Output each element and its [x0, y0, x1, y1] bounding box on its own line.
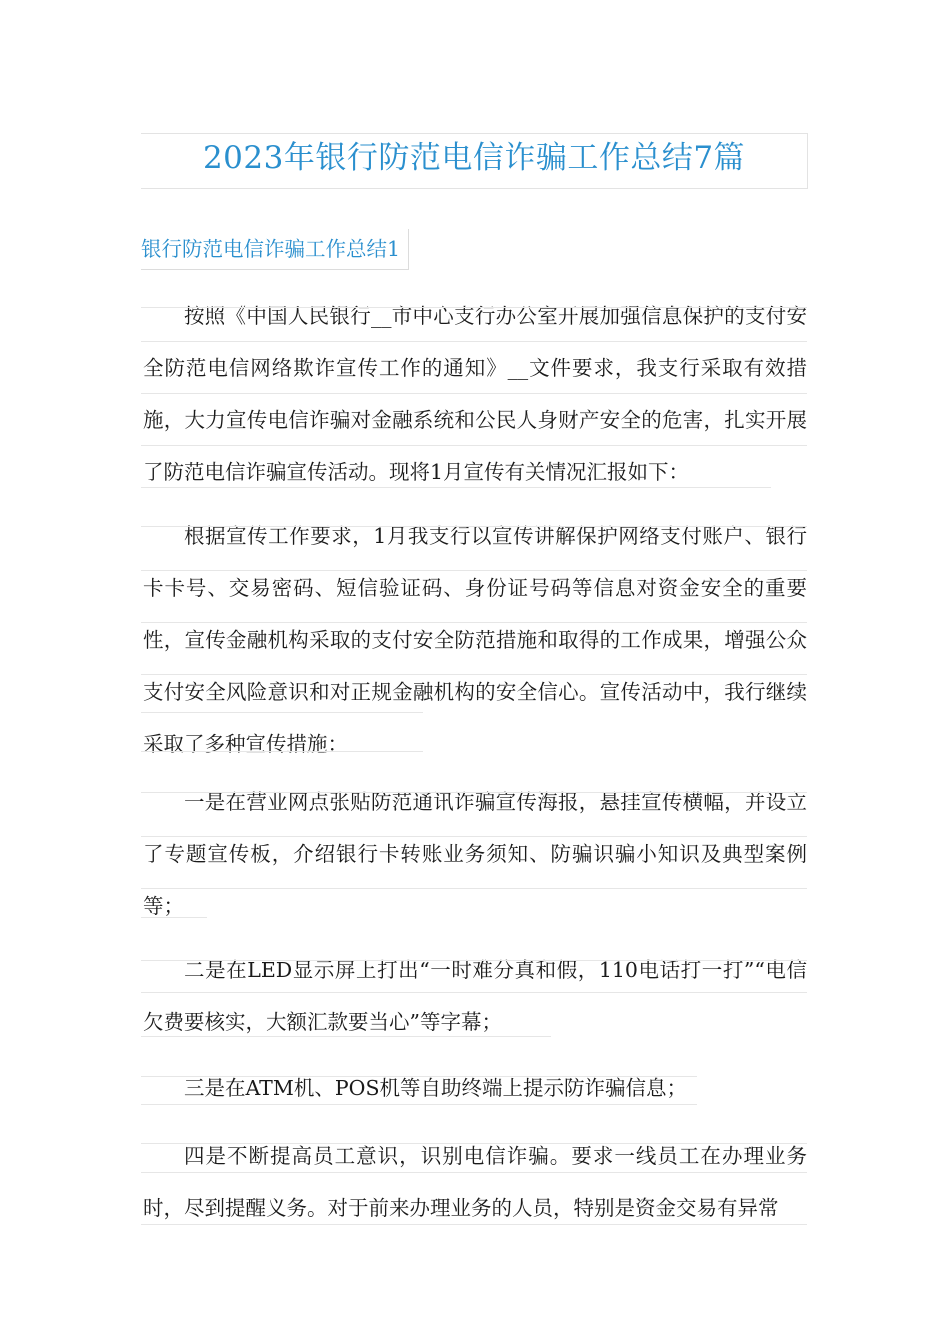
paragraph-3: 一是在营业网点张贴防范通讯诈骗宣传海报，悬挂宣传横幅，并设立了专题宣传板，介绍银行卡转账业务须知、防骗识骗小知识及典型案例等；	[143, 790, 807, 918]
paragraph-5: 三是在ATM机、POS机等自助终端上提示防诈骗信息；	[184, 1076, 687, 1100]
document-title: 2023年银行防范电信诈骗工作总结7篇	[141, 133, 808, 189]
paragraph-2: 根据宣传工作要求，1月我支行以宣传讲解保护网络支付账户、银行卡卡号、交易密码、短信验证码、身份证号码等信息对资金安全的重要性，宣传金融机构采取的支付安全防范措施和取得的工作成果，增强公众支付安全风险意识和对正规金融机构的安全信心。宣传活动中，我行继续采取了多种宣传措施：	[143, 524, 807, 756]
paragraph-6: 四是不断提高员工意识，识别电信诈骗。要求一线员工在办理业务时，尽到提醒义务。对于前来办理业务的人员，特别是资金交易有异常	[143, 1144, 807, 1220]
section-heading: 银行防范电信诈骗工作总结1	[141, 229, 409, 270]
paragraph-4: 二是在LED显示屏上打出“一时难分真和假，110电话打一打”“电信欠费要核实，大额汇款要当心”等字幕；	[143, 958, 807, 1034]
paragraph-1: 按照《中国人民银行__市中心支行办公室开展加强信息保护的支付安全防范电信网络欺诈宣传工作的通知》__文件要求，我支行采取有效措施，大力宣传电信诈骗对金融系统和公民人身财产安全的危害，扎实开展了防范电信诈骗宣传活动。现将1月宣传有关情况汇报如下：	[143, 304, 807, 484]
